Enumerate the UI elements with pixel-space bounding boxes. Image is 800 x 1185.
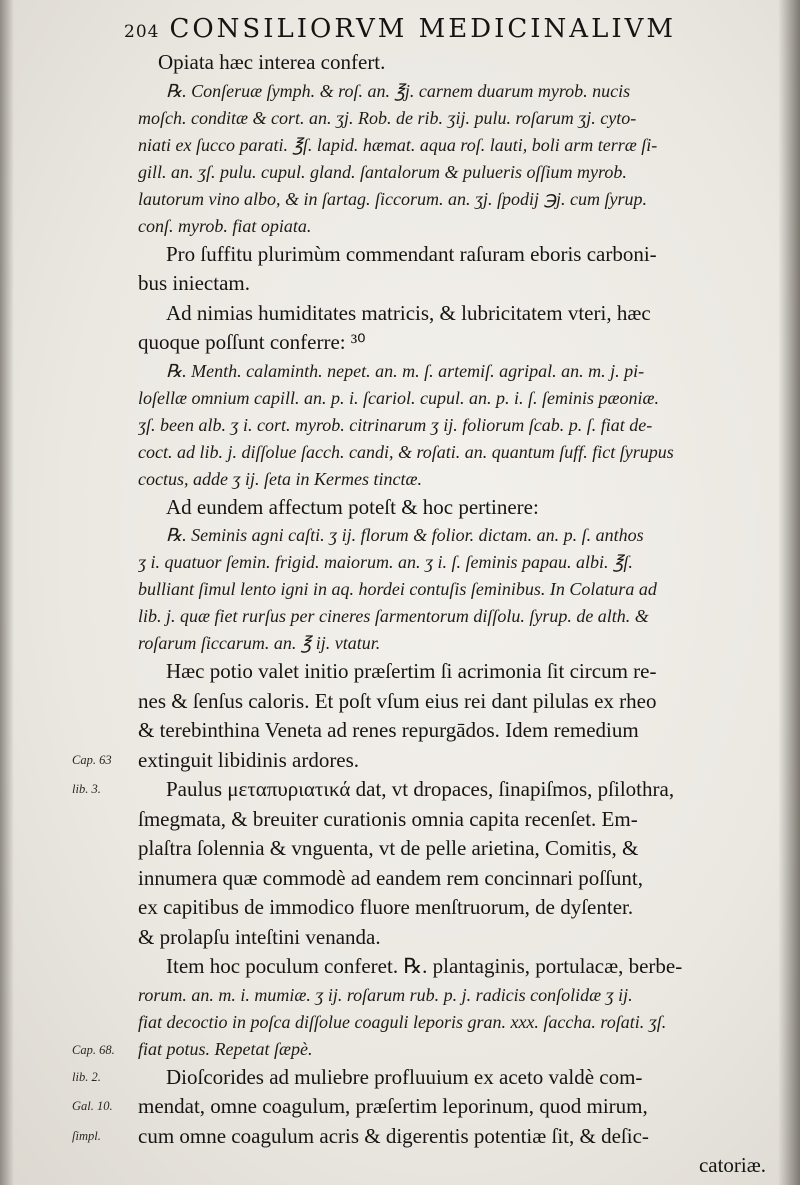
page-number: 204 xyxy=(124,22,160,42)
text-line: ℞. Seminis agni caſti. ʒ ij. florum & folior. dictam. an. p. ſ. anthos xyxy=(166,525,644,545)
text-line: conſ. myrob. fiat opiata. xyxy=(138,215,312,236)
text-line: extinguit libidinis ardores. xyxy=(138,747,360,772)
text-line: lautorum vino albo, & in ſartag. ſiccorum. an. ʒj. ſpodij ℈j. cum ſyrup. xyxy=(138,188,648,209)
text-line: Dioſcorides ad muliebre profluuium ex aceto valdè com- xyxy=(166,1064,643,1089)
text-line: innumera quæ commodè ad eandem rem concinnari poſſunt, xyxy=(138,865,644,890)
text-line: niati ex ſucco parati. ℥ſ. lapid. hæmat. aqua roſ. lauti, boli arm terræ ſi- xyxy=(138,134,658,155)
text-line: fiat potus. Repetat ſæpè. xyxy=(138,1038,313,1059)
text-line: bulliant ſimul lento igni in aq. hordei contuſis ſeminibus. In Colatura ad xyxy=(138,579,657,599)
text-line: coctus, adde ʒ ij. ſeta in Kermes tinctæ. xyxy=(138,468,422,489)
text-line: ʒſ. been alb. ʒ i. cort. myrob. citrinarum ʒ ij. foliorum ſcab. p. ſ. fiat de- xyxy=(138,414,653,435)
text-line: Ad eundem affectum poteſt & hoc pertinere: xyxy=(166,494,539,519)
text-line: ſmegmata, & breuiter curationis omnia capita recenſet. Em- xyxy=(138,806,638,831)
text-line: Hæc potio valet initio præſertim ſi acrimonia ſit circum re- xyxy=(166,659,657,683)
margin-note: Gal. 10. xyxy=(72,1099,113,1113)
text-line: quoque poſſunt conferre: ³⁰ xyxy=(138,330,366,354)
text-line: loſellæ omnium capill. an. p. i. ſcariol. cupul. an. p. i. ſ. ſeminis pæoniæ. xyxy=(138,387,659,408)
page-header xyxy=(124,14,764,48)
text-line: Item hoc poculum conferet. ℞. plantaginis, portulacæ, berbe- xyxy=(166,954,683,978)
text-line: mendat, omne coagulum, præſertim leporinum, quod mirum, xyxy=(138,1094,648,1118)
running-head: CONSILIORVM MEDICINALIVM xyxy=(169,14,677,44)
margin-note: Cap. 68. xyxy=(72,1042,115,1057)
text-line: roſarum ſiccarum. an. ℥ ij. vtatur. xyxy=(138,633,381,653)
text-line: lib. j. quæ fiet rurſus per cineres ſarmentorum diſſolu. ſyrup. de alth. & xyxy=(138,606,649,626)
text-line: fiat decoctio in poſca diſſolue coaguli leporis gran. xxx. ſaccha. roſati. ʒſ. xyxy=(138,1011,667,1032)
text-line: ℞. Menth. calaminth. nepet. an. m. ſ. artemiſ. agripal. an. m. j. pi- xyxy=(166,360,645,381)
text-line: coct. ad lib. j. diſſolue ſacch. candi, & roſati. an. quantum ſuff. fict ſyrupus xyxy=(138,441,674,462)
text-line: Paulus μεταπυριατικά dat, vt dropaces, ſinapiſmos, pſilothra, xyxy=(166,777,675,801)
edge-shadow xyxy=(778,0,800,1185)
text-line: cum omne coagulum acris & digerentis potentiæ ſit, & deſic- xyxy=(138,1123,649,1148)
text-line: bus iniectam. xyxy=(138,271,250,295)
text-line: plaſtra ſolennia & vnguenta, vt de pelle arietina, Comitis, & xyxy=(138,836,639,860)
text-line: & terebinthina Veneta ad renes repurgādos. Idem remedium xyxy=(138,718,639,742)
margin-note: lib. 3. xyxy=(72,782,101,796)
text-line: gill. an. ʒſ. pulu. cupul. gland. ſantalorum & pulueris oſſium myrob. xyxy=(138,161,627,182)
margin-note: ſimpl. xyxy=(72,1128,101,1143)
text-line: ℞. Conſeruæ ſymph. & roſ. an. ℥j. carnem duarum myrob. nucis xyxy=(166,80,631,101)
text-line: nes & ſenſus caloris. Et poſt vſum eius rei dant pilulas ex rheo xyxy=(138,688,657,713)
text-line: & prolapſu inteſtini venanda. xyxy=(138,924,381,949)
text-line: rorum. an. m. i. mumiæ. ʒ ij. roſarum rub. p. j. radicis conſolidæ ʒ ij. xyxy=(138,984,633,1005)
text-line: Pro ſuffitu plurimùm commendant raſuram eboris carboni- xyxy=(166,241,657,266)
text-line: ʒ i. quatuor ſemin. frigid. maiorum. an. ʒ i. ſ. ſeminis papau. albi. ℥ſ. xyxy=(138,552,633,572)
text-line: moſch. conditæ & cort. an. ʒj. Rob. de rib. ʒij. pulu. roſarum ʒj. cyto- xyxy=(138,107,637,128)
gutter-shadow xyxy=(0,0,14,1185)
text-line: catoriæ. xyxy=(698,1153,766,1177)
body-text xyxy=(138,48,766,1181)
margin-note: lib. 2. xyxy=(72,1069,101,1084)
text-line: Opiata hæc interea confert. xyxy=(158,50,386,74)
text-line: ex capitibus de immodico fluore menſtruorum, de dyſenter. xyxy=(138,895,634,919)
text-line: Ad nimias humiditates matricis, & lubricitatem vteri, hæc xyxy=(166,300,651,325)
margin-note: Cap. 63 xyxy=(72,752,112,767)
